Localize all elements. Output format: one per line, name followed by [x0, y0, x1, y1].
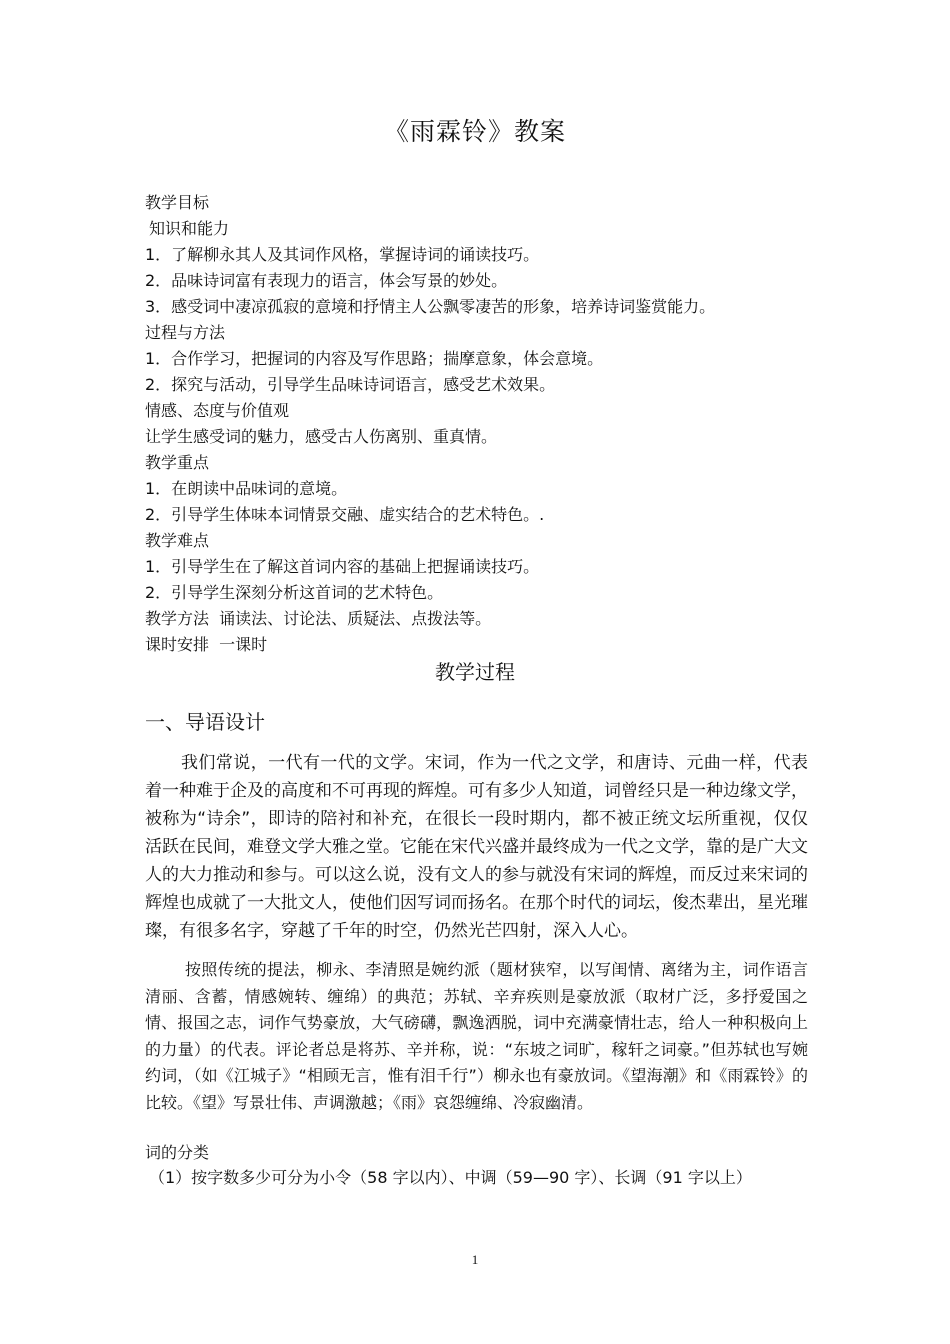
process-heading: 过程与方法 — [145, 323, 226, 342]
category-item: （1）按字数多少可分为小令（58 字以内）、中调（59—90 字）、长调（91 字以上） — [149, 1168, 752, 1187]
schools-paragraph: 按照传统的提法，柳永、李清照是婉约派（题材狭窄，以写闺情、离绪为主，词作语言清丽、含蓄，情感婉转、缠绵）的典范；苏轼、辛弃疾则是豪放派（取材广泛，多抒爱国之情、报国之志，词作气势豪放，大气磅礴，飘逸洒脱，词中充满豪情壮志，给人一种积极向上的力量）的代表。评论者总是将苏、辛并称，说：“东坡之词旷，稼轩之词豪。”但苏轼也写婉约词，（如《江城子》“相顾无言，惟有泪千行”）柳永也有豪放词。《望海潮》和《雨霖铃》的比较。《望》写景壮伟、声调激越；《雨》哀怨缠绵、冷寂幽清。 — [145, 960, 808, 1112]
objectives-block — [145, 190, 825, 658]
objectives-heading: 教学目标 — [145, 193, 210, 212]
section-heading: 一、导语设计 — [145, 710, 265, 734]
methods-line: 教学方法 诵读法、讨论法、质疑法、点拨法等。 — [145, 609, 492, 628]
teaching-process-title: 教学过程 — [435, 660, 515, 684]
process-item: 1．合作学习，把握词的内容及写作思路；揣摩意象，体会意境。 — [145, 349, 604, 368]
knowledge-item: 3．感受词中凄凉孤寂的意境和抒情主人公飘零凄苦的形象，培养诗词鉴赏能力。 — [145, 297, 716, 316]
emotion-heading: 情感、态度与价值观 — [145, 401, 290, 420]
key-point-item: 2．引导学生体味本词情景交融、虚实结合的艺术特色。. — [145, 505, 545, 524]
process-item: 2．探究与活动，引导学生品味诗词语言，感受艺术效果。 — [145, 375, 556, 394]
emotion-text: 让学生感受词的魅力，感受古人伤离别、重真情。 — [145, 427, 498, 446]
knowledge-item: 2．品味诗词富有表现力的语言，体会写景的妙处。 — [145, 271, 508, 290]
category-heading: 词的分类 — [145, 1143, 210, 1162]
key-point-item: 1．在朗读中品味词的意境。 — [145, 479, 348, 498]
schedule-line: 课时安排 一课时 — [145, 635, 268, 654]
knowledge-heading: 知识和能力 — [149, 219, 230, 238]
difficulty-heading: 教学难点 — [145, 531, 210, 550]
page-number: 1 — [471, 1252, 479, 1267]
knowledge-item: 1．了解柳永其人及其词作风格，掌握诗词的诵读技巧。 — [145, 245, 540, 264]
document-title: 《雨霖铃》教案 — [383, 117, 566, 146]
difficulty-item: 2．引导学生深刻分析这首词的艺术特色。 — [145, 583, 444, 602]
intro-paragraph: 我们常说，一代有一代的文学。宋词，作为一代之文学，和唐诗、元曲一样，代表着一种难于企及的高度和不可再现的辉煌。可有多少人知道，词曾经只是一种边缘文学，被称为“诗余”，即诗的陪衬和补充，在很长一段时期内，都不被正统文坛所重视，仅仅活跃在民间，难登文学大雅之堂。它能在宋代兴盛并最终成为一代之文学，靠的是广大文人的大力推动和参与。可以这么说，没有文人的参与就没有宋词的辉煌，而反过来宋词的辉煌也成就了一大批文人，使他们因写词而扬名。在那个时代的词坛，俊杰辈出，星光璀璨，有很多名字，穿越了千年的时空，仍然光芒四射，深入人心。 — [145, 753, 808, 941]
difficulty-item: 1．引导学生在了解这首词内容的基础上把握诵读技巧。 — [145, 557, 540, 576]
key-points-heading: 教学重点 — [145, 453, 210, 472]
